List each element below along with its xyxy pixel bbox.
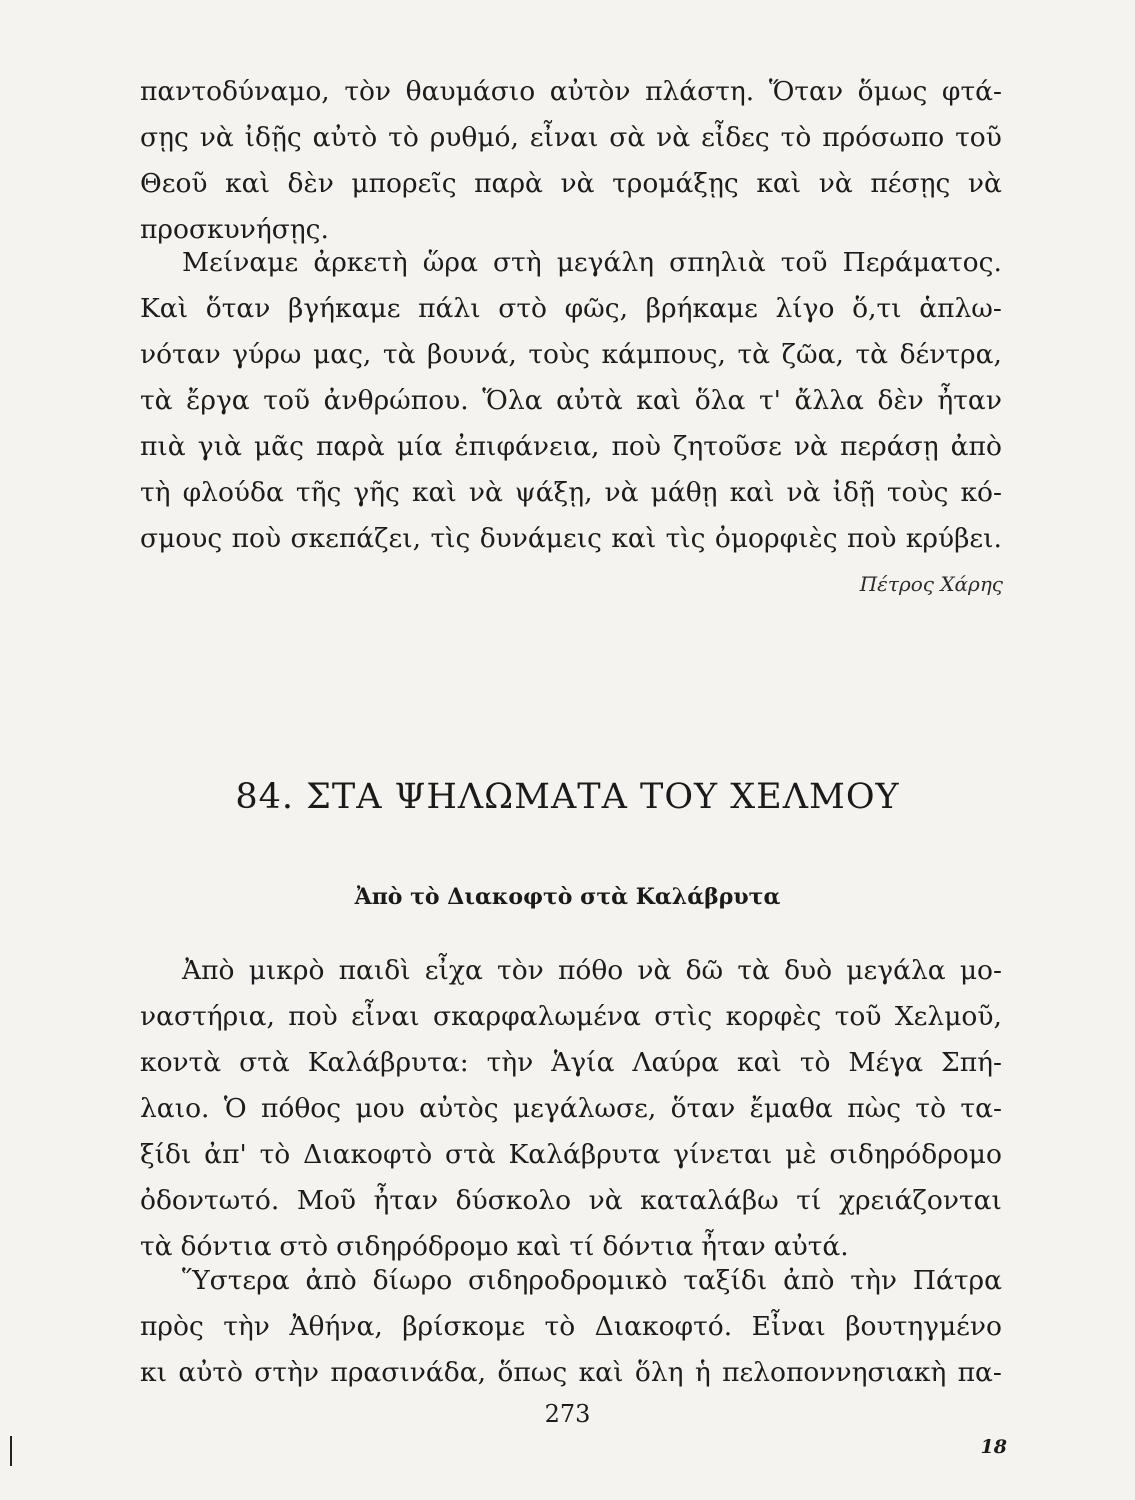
word: μικρὸ <box>248 955 325 986</box>
word: μο- <box>959 955 1002 986</box>
word: ἀρκετὴ <box>313 247 408 278</box>
word: ζῶα, <box>781 339 844 370</box>
word: εἶναι <box>351 1001 420 1032</box>
word: ἰδῇ <box>832 477 875 508</box>
word: ὅταν <box>205 293 271 324</box>
word: τ' <box>758 385 781 416</box>
word: ὅλα <box>694 385 746 416</box>
word: μεγάλη <box>556 247 655 278</box>
word: βουτηγμένο <box>845 1311 1002 1342</box>
word: τοῦ <box>834 1001 882 1032</box>
word: Καλάβρυτα <box>508 1139 661 1170</box>
word: ἦταν <box>937 385 1002 416</box>
word: Μέγα <box>848 1047 923 1078</box>
word: σὰ <box>609 122 646 153</box>
word: Ἁγία <box>551 1047 615 1078</box>
word: κό- <box>960 477 1002 508</box>
word: στὸ <box>279 1231 329 1262</box>
word: τοὺς <box>528 339 590 370</box>
word: Σπή- <box>940 1047 1002 1078</box>
word: κάμπους, <box>601 339 726 370</box>
word: ταξίδι <box>683 1265 768 1296</box>
word: ἁπλω- <box>919 293 1002 324</box>
word: νόταν <box>140 339 221 370</box>
word: ποὺ <box>846 523 897 554</box>
word: ὅλη <box>634 1357 684 1388</box>
word: Ἀθήνα, <box>289 1311 383 1342</box>
word: τὸ <box>388 122 419 153</box>
word: παιδὶ <box>338 955 411 986</box>
word: σιδηροδρομικὸ <box>468 1265 668 1296</box>
word: λαιο. <box>140 1093 210 1124</box>
word: ἔργα <box>186 385 250 416</box>
word: αὐτὸν <box>549 76 631 107</box>
word: ἦταν <box>701 1231 766 1262</box>
word: γῆς <box>353 477 400 508</box>
word: βρίσκομε <box>402 1311 526 1342</box>
word: γίνεται <box>673 1139 773 1170</box>
word: πὼς <box>847 1093 902 1124</box>
word: τὴ <box>140 477 171 508</box>
word: σιδηρόδρομο <box>336 1231 509 1262</box>
word: τὰ <box>382 339 416 370</box>
text-line <box>140 424 1002 470</box>
text-line <box>140 1304 1002 1350</box>
word: μου <box>355 1093 405 1124</box>
word: ἀπ' <box>204 1139 247 1170</box>
word: τοῦ <box>780 247 828 278</box>
word: ναστήρια, <box>140 1001 275 1032</box>
word: κοντὰ <box>140 1047 222 1078</box>
word: κι <box>140 1357 167 1388</box>
text-line <box>140 378 1002 424</box>
text-line <box>140 1258 1002 1304</box>
word: σιδηρόδρομο <box>829 1139 1002 1170</box>
word: στὰ <box>445 1139 496 1170</box>
text-line <box>140 286 1002 332</box>
word: νὰ <box>588 1185 623 1216</box>
word: τί <box>569 1231 595 1262</box>
text-line <box>140 470 1002 516</box>
word: σπηλιὰ <box>669 247 766 278</box>
word: περάσῃ <box>840 431 939 462</box>
word: ἡ <box>694 1357 711 1388</box>
word: τοῦ <box>955 122 1002 153</box>
word: φῶς, <box>564 293 629 324</box>
word: παντοδύναμο, <box>140 76 330 107</box>
word: ποὺ <box>231 523 282 554</box>
word: βουνά, <box>427 339 517 370</box>
word: πελοποννησιακὴ <box>722 1357 947 1388</box>
word: λίγο <box>775 293 835 324</box>
word: μπορεῖς <box>351 168 457 199</box>
word: καὶ <box>729 477 775 508</box>
text-line <box>140 161 1002 207</box>
word: σκαρφαλωμένα <box>433 1001 641 1032</box>
word: ξίδι <box>140 1139 192 1170</box>
word: τοὺς <box>886 477 949 508</box>
word: τί <box>796 1185 822 1216</box>
word: Εἶναι <box>751 1311 826 1342</box>
text-line <box>140 948 1002 994</box>
word: σμους <box>140 523 223 554</box>
word: Ἀπὸ <box>182 955 235 986</box>
word: στὸ <box>498 293 547 324</box>
word: μας, <box>312 339 372 370</box>
word: σκεπάζει, <box>290 523 422 554</box>
word: δίωρο <box>372 1265 453 1296</box>
word: ποὺ <box>288 1001 338 1032</box>
word: τὶς <box>430 523 471 554</box>
word: γιὰ <box>197 431 242 462</box>
word: ἀπὸ <box>783 1265 835 1296</box>
word: καὶ <box>516 1231 562 1262</box>
word: πόθος <box>260 1093 342 1124</box>
word: τὶς <box>665 523 706 554</box>
word: αὐτὸ <box>312 122 378 153</box>
word: πλάστη. <box>645 76 755 107</box>
word: ἐπιφάνεια, <box>454 431 600 462</box>
word: μεγάλωσε, <box>512 1093 657 1124</box>
word: ἦταν <box>373 1185 439 1216</box>
word: φτά- <box>941 76 1002 107</box>
word: ὅταν <box>670 1093 736 1124</box>
word: πρασινάδα, <box>330 1357 487 1388</box>
word: δέντρα, <box>899 339 1002 370</box>
word: βγήκαμε <box>288 293 401 324</box>
word: ρυθμό, <box>429 122 519 153</box>
word: θαυμάσιο <box>405 76 536 107</box>
word: ἄλλα <box>794 385 864 416</box>
word: Διακοφτό. <box>594 1311 733 1342</box>
word: μία <box>396 431 443 462</box>
word: Περάματος. <box>842 247 1002 278</box>
word: πα- <box>957 1357 1002 1388</box>
word: ζητοῦσε <box>673 431 782 462</box>
word: καὶ <box>636 385 682 416</box>
text-line <box>140 332 1002 378</box>
word: ὀμορφιὲς <box>714 523 838 554</box>
word: τὸ <box>780 122 812 153</box>
word: δύσκολο <box>455 1185 572 1216</box>
word: ἀπὸ <box>305 1265 357 1296</box>
word: μάθῃ <box>650 477 718 508</box>
text-line <box>140 1086 1002 1132</box>
word: αὐτά. <box>773 1231 849 1262</box>
word: εἶχα <box>424 955 483 986</box>
word: τρομάξῃς <box>612 168 739 199</box>
word: προσκυνήσῃς. <box>140 214 329 245</box>
word: νὰ <box>967 168 1002 199</box>
word: αὐτὸς <box>419 1093 499 1124</box>
page-number: 273 <box>544 1400 591 1428</box>
word: δυὸ <box>784 955 833 986</box>
text-line <box>140 994 1002 1040</box>
word: τὰ <box>140 385 173 416</box>
word: τὸν <box>497 955 544 986</box>
word: τὸ <box>915 1093 947 1124</box>
word: νὰ <box>793 431 828 462</box>
word: αὐτὰ <box>556 385 623 416</box>
word: τὸ <box>799 1047 831 1078</box>
word: τὴν <box>850 1265 897 1296</box>
word: τὰ <box>855 339 889 370</box>
word: νὰ <box>468 477 503 508</box>
word: χρειάζονται <box>838 1185 1002 1216</box>
paragraph-continuation <box>140 69 1002 253</box>
chapter-paragraph-1 <box>140 948 1002 1270</box>
word: νὰ <box>637 955 672 986</box>
word: καὶ <box>611 523 657 554</box>
chapter-subtitle: Ἀπὸ τὸ Διακοφτὸ στὰ Καλάβρυτα <box>354 884 781 910</box>
word: Ὅταν <box>768 76 844 107</box>
word: Μείναμε <box>182 247 299 278</box>
text-line <box>140 1132 1002 1178</box>
word: αὐτὸ <box>178 1357 243 1388</box>
word: στὴ <box>492 247 542 278</box>
word: εἶναι <box>529 122 599 153</box>
word: στὶς <box>654 1001 713 1032</box>
word: πιὰ <box>140 431 186 462</box>
word: καταλάβω <box>640 1185 779 1216</box>
word: νὰ <box>604 477 639 508</box>
word: ἰδῇς <box>244 122 302 153</box>
word: ψάξῃ, <box>514 477 593 508</box>
word: σῃς <box>140 122 189 153</box>
word: παρὰ <box>474 168 543 199</box>
word: Χελμοῦ, <box>894 1001 1002 1032</box>
word: Πάτρα <box>912 1265 1002 1296</box>
word: Μοῦ <box>296 1185 357 1216</box>
word: δὲν <box>877 385 924 416</box>
word: πρὸς <box>140 1311 204 1342</box>
word: καὶ <box>411 477 457 508</box>
word: ὀδοντωτό. <box>140 1185 280 1216</box>
word: τὰ <box>140 1231 173 1262</box>
word: ἔμαθα <box>749 1093 833 1124</box>
text-line <box>140 1350 1002 1396</box>
word: ὅ,τι <box>852 293 902 324</box>
word: ὅπως <box>497 1357 568 1388</box>
word: γύρω <box>232 339 302 370</box>
text-line <box>140 115 1002 161</box>
word: καὶ <box>737 1047 782 1078</box>
word: ποὺ <box>611 431 661 462</box>
word: δὲν <box>287 168 334 199</box>
word: Ὕστερα <box>182 1265 290 1296</box>
chapter-paragraph-2 <box>140 1258 1002 1396</box>
word: παρὰ <box>315 431 385 462</box>
word: μεγάλα <box>846 955 946 986</box>
word: Καὶ <box>140 293 189 324</box>
chapter-title: 84. ΣΤΑ ΨΗΛΩΜΑΤΑ ΤΟΥ ΧΕΛΜΟΥ <box>235 777 900 817</box>
margin-mark <box>10 1436 12 1466</box>
word: δόντια <box>180 1231 272 1262</box>
word: φλούδα <box>182 477 284 508</box>
word: νὰ <box>560 168 595 199</box>
word: τῆς <box>295 477 342 508</box>
word: καὶ <box>578 1357 624 1388</box>
word: νὰ <box>656 122 691 153</box>
word: ὅμως <box>857 76 928 107</box>
word: πόθο <box>557 955 624 986</box>
word: τοῦ <box>263 385 311 416</box>
word: καὶ <box>225 168 270 199</box>
signature-mark: 18 <box>980 1436 1007 1458</box>
word: νὰ <box>199 122 234 153</box>
word: δυνάμεις <box>479 523 602 554</box>
text-line <box>140 1040 1002 1086</box>
word: τὸ <box>544 1311 576 1342</box>
word: νὰ <box>818 168 853 199</box>
word: τὰ <box>737 955 770 986</box>
word: τα- <box>960 1093 1002 1124</box>
word: βρήκαμε <box>645 293 758 324</box>
word: πέσῃς <box>870 168 951 199</box>
word: Λαύρα <box>632 1047 720 1078</box>
word: νὰ <box>786 477 821 508</box>
word: πρόσωπο <box>822 122 945 153</box>
word: τὴν <box>486 1047 534 1078</box>
word: δῶ <box>685 955 724 986</box>
word: Ὁ <box>223 1093 247 1124</box>
word: πάλι <box>418 293 481 324</box>
word: στὰ <box>239 1047 290 1078</box>
author-signature: Πέτρος Χάρης <box>859 572 1003 596</box>
paragraph-cave <box>140 240 1002 562</box>
word: ὥρα <box>422 247 478 278</box>
word: στὴν <box>254 1357 320 1388</box>
word: τὸν <box>344 76 392 107</box>
text-line <box>140 1178 1002 1224</box>
word: Καλάβρυτα: <box>307 1047 469 1078</box>
word: κορφὲς <box>725 1001 822 1032</box>
word: κρύβει. <box>905 523 1002 554</box>
word: μᾶς <box>253 431 304 462</box>
text-line <box>140 69 1002 115</box>
word: ἀνθρώπου. <box>323 385 469 416</box>
text-line <box>140 240 1002 286</box>
word: Διακοφτὸ <box>303 1139 433 1170</box>
word: μὲ <box>785 1139 817 1170</box>
word: ἀπὸ <box>950 431 1002 462</box>
word: τὸ <box>259 1139 291 1170</box>
text-line <box>140 516 1002 562</box>
word: δόντια <box>602 1231 694 1262</box>
word: Ὅλα <box>482 385 543 416</box>
word: τὰ <box>737 339 771 370</box>
word: εἶδες <box>701 122 770 153</box>
word: τὴν <box>223 1311 270 1342</box>
word: καὶ <box>756 168 802 199</box>
word: Θεοῦ <box>140 168 208 199</box>
